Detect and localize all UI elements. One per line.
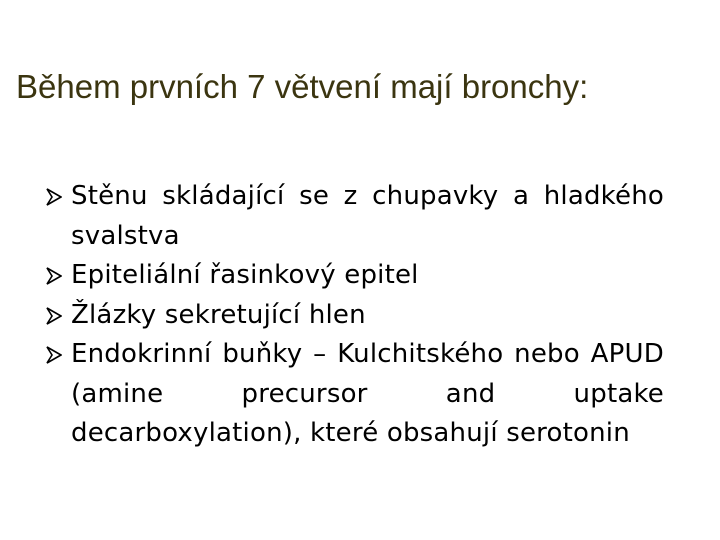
arrowhead-bullet-icon — [46, 346, 62, 364]
bullet-text: Epiteliální řasinkový epitel — [71, 260, 419, 290]
arrowhead-bullet-icon — [46, 188, 62, 206]
bullet-text: Endokrinní buňky – Kulchitského nebo APUD (amine precursor and uptake decarboxylation), které obsahují serotonin — [71, 339, 664, 448]
bullet-item — [46, 335, 664, 454]
bullet-item — [46, 177, 664, 256]
arrowhead-bullet-icon — [46, 307, 62, 325]
bullet-list — [46, 177, 664, 454]
bullet-item — [46, 296, 664, 336]
bullet-item — [46, 256, 664, 296]
bullet-text: Stěnu skládající se z chupavky a hladkého svalstva — [71, 181, 664, 251]
bullet-text: Žlázky sekretující hlen — [71, 299, 366, 330]
arrowhead-bullet-icon — [46, 267, 62, 285]
slide-title: Během prvních 7 větvení mají bronchy: — [16, 68, 589, 105]
